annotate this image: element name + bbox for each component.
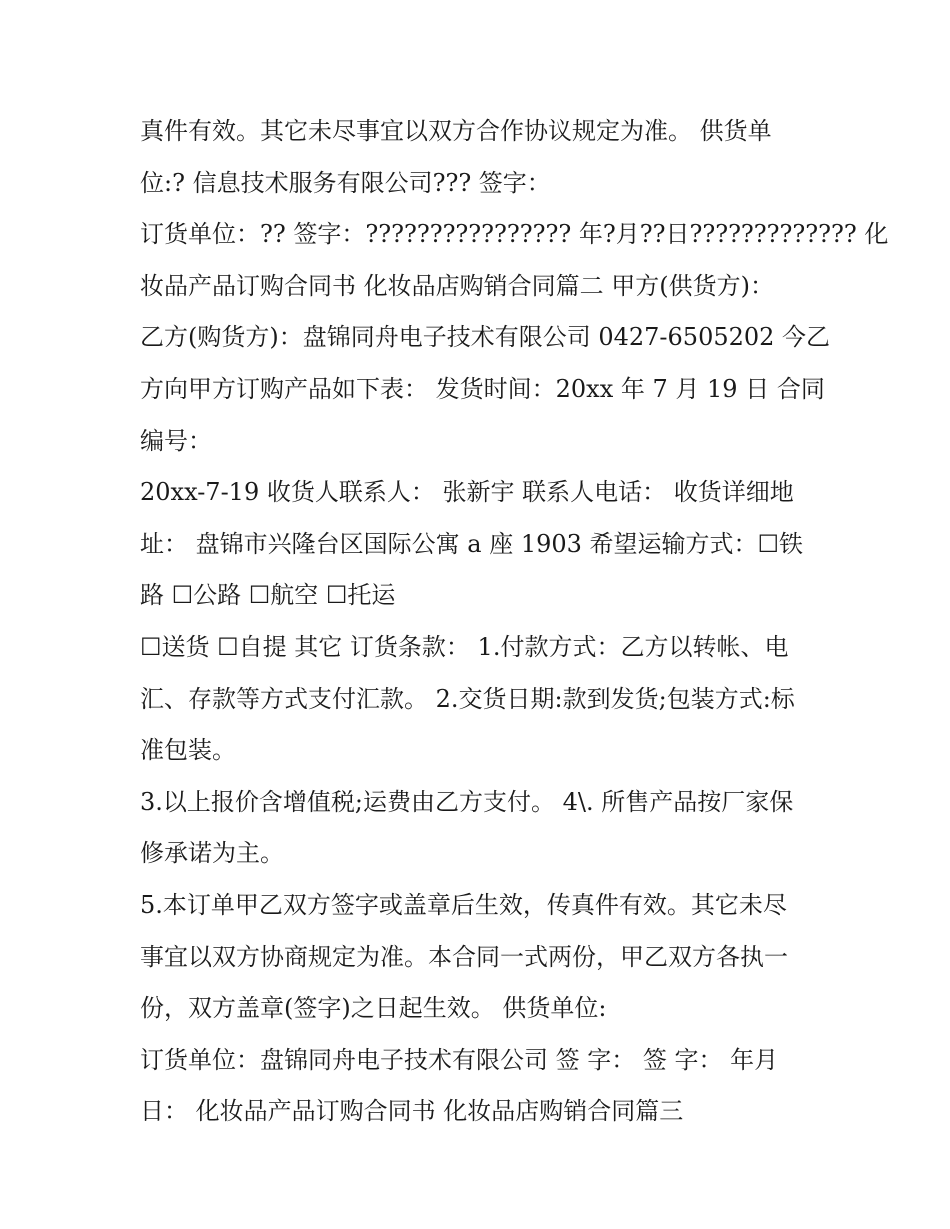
text-line: 位:? 信息技术服务有限公司??? 签字：	[140, 168, 551, 197]
text-line: 址： 盘锦市兴隆台区国际公寓 a 座 1903 希望运输方式：☐铁	[140, 529, 804, 558]
text-line: 订货单位：盘锦同舟电子技术有限公司 签 字： 签 字： 年月	[140, 1045, 779, 1074]
text-line: 妆品产品订购合同书 化妆品店购销合同篇二 甲方(供货方)：	[140, 271, 774, 300]
text-line: 路 ☐公路 ☐航空 ☐托运	[140, 581, 396, 610]
text-line: 5.本订单甲乙双方签字或盖章后生效，传真件有效。其它未尽	[140, 890, 787, 919]
text-line: 20xx-7-19 收货人联系人： 张新宇 联系人电话： 收货详细地	[140, 478, 794, 507]
document-body	[140, 106, 889, 1138]
text-line: 日： 化妆品产品订购合同书 化妆品店购销合同篇三	[140, 1097, 684, 1126]
text-line: 汇、存款等方式支付汇款。 2.交货日期:款到发货;包装方式:标	[140, 684, 795, 713]
text-line: 订货单位：?? 签字：???????????????? 年?月??日????????????? 化	[140, 220, 889, 249]
text-line: 事宜以双方协商规定为准。本合同一式两份，甲乙双方各执一	[140, 942, 788, 971]
text-line: 份，双方盖章(签字)之日起生效。 供货单位:	[140, 994, 607, 1023]
text-line: 编号：	[140, 426, 212, 455]
text-line: 方向甲方订购产品如下表： 发货时间：20xx 年 7 月 19 日 合同	[140, 374, 825, 403]
text-line: 乙方(购货方)：盘锦同舟电子技术有限公司 0427-6505202 今乙	[140, 323, 831, 352]
text-line: 真件有效。其它未尽事宜以双方合作协议规定为准。 供货单	[140, 117, 772, 145]
text-line: 准包装。	[140, 736, 236, 765]
text-line: ☐送货 ☐自提 其它 订货条款： 1.付款方式：乙方以转帐、电	[140, 632, 789, 661]
text-line: 修承诺为主。	[140, 839, 284, 868]
text-line: 3.以上报价含增值税;运费由乙方支付。 4\. 所售产品按厂家保	[140, 787, 794, 816]
